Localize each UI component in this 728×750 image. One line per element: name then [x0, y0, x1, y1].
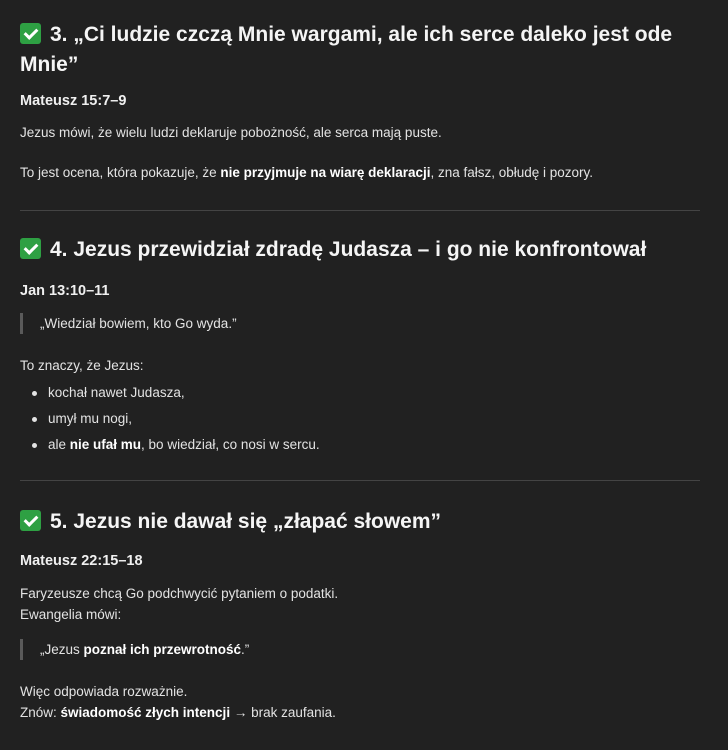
section-4-title: 4. Jezus przewidział zdradę Judasza – i go nie konfrontował [50, 238, 647, 261]
section-3-reference-wrap [20, 93, 708, 109]
section-3-paragraph-2-start: To jest ocena, która pokazuje, że [20, 165, 221, 180]
section-4-heading [20, 235, 708, 265]
section-3-reference: Mateusz 15:7–9 [20, 93, 127, 109]
section-3-heading [20, 20, 708, 80]
section-4-quote-wrap [20, 313, 708, 334]
section-3-paragraph-2 [20, 162, 708, 183]
section-4-reference: Jan 13:10–11 [20, 283, 110, 299]
divider [20, 480, 700, 481]
section-5-quote-wrap [20, 639, 708, 660]
section-5-paragraph-2: Ewangelia mówi: [20, 607, 122, 622]
section-4-reference-wrap [20, 283, 708, 299]
section-5-reference-wrap [20, 553, 708, 569]
section-5-title: 5. Jezus nie dawał się „złapać słowem” [50, 510, 442, 533]
section-5-quote-start: „Jezus [40, 642, 84, 657]
section-4 [20, 235, 708, 265]
section-4-list-wrap [20, 380, 708, 458]
check-mark-icon [20, 238, 41, 259]
list-item-bold: nie ufał mu [69, 437, 142, 452]
list-item-end: , bo wiedział, co nosi w sercu. [141, 437, 320, 452]
section-3-paragraph-2-end: , zna fałsz, obłudę i pozory. [430, 165, 594, 180]
section-5-paragraph-4 [20, 702, 708, 723]
section-5-quote-bold: poznał ich przewrotność [83, 642, 242, 657]
section-5-heading [20, 507, 708, 537]
list-item: umył mu nogi, [20, 406, 708, 432]
list-item-start: ale [48, 437, 70, 452]
section-3-paragraph-1: Jezus mówi, że wielu ludzi deklaruje pobożność, ale serca mają puste. [20, 125, 442, 140]
list-item: kochał nawet Judasza, [20, 380, 708, 406]
section-5-paragraph-4-bold: świadomość złych intencji [60, 705, 231, 720]
section-5-quote-end: .” [241, 642, 250, 657]
section-5-p1-wrap [20, 583, 708, 625]
section-5-p3-wrap [20, 681, 708, 723]
section-3-paragraph-2-bold: nie przyjmuje na wiarę deklaracji [220, 165, 431, 180]
section-5 [20, 507, 708, 537]
section-4-bullet-list [20, 380, 708, 458]
section-3-body-2-wrap [20, 162, 708, 183]
divider [20, 210, 700, 211]
section-4-intro-wrap [20, 355, 708, 376]
section-3 [20, 20, 708, 80]
section-5-quote [20, 639, 708, 660]
list-item [20, 432, 708, 458]
section-5-paragraph-3: Więc odpowiada rozważnie. [20, 684, 188, 699]
check-mark-icon [20, 23, 41, 44]
section-5-paragraph-4-start: Znów: [20, 705, 61, 720]
section-5-paragraph-4-end: → brak zaufania. [230, 705, 336, 720]
section-4-quote: „Wiedział bowiem, kto Go wyda.” [20, 313, 708, 334]
section-3-body-1-wrap [20, 122, 708, 143]
section-5-reference: Mateusz 22:15–18 [20, 553, 143, 569]
check-mark-icon [20, 510, 41, 531]
section-5-paragraph-1: Faryzeusze chcą Go podchwycić pytaniem o podatki. [20, 586, 339, 601]
section-3-title: 3. „Ci ludzie czczą Mnie wargami, ale ich serce daleko jest ode Mnie” [20, 23, 673, 76]
section-4-intro: To znaczy, że Jezus: [20, 358, 144, 373]
